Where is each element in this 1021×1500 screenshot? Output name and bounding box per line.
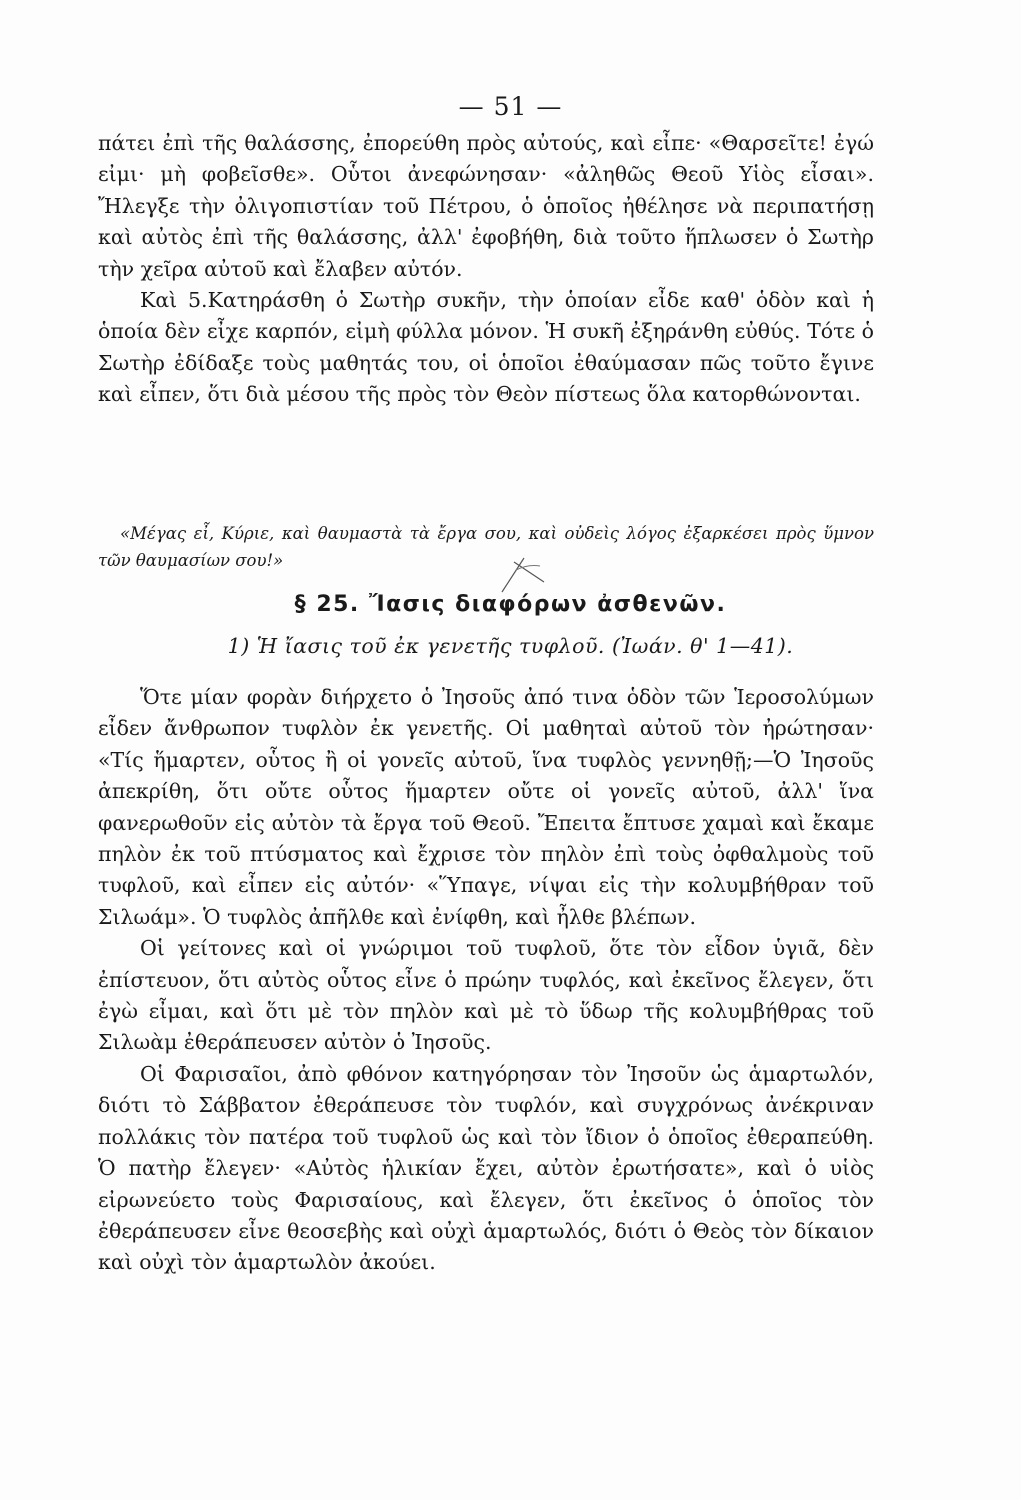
quote-hymn: «Μέγας εἶ, Κύριε, καὶ θαυμαστὰ τὰ ἔργα σου, καὶ οὐδεὶς λόγος ἐξαρκέσει πρὸς ὕμνον τῶν θαυμασίων σου!» xyxy=(98,524,874,570)
section-title: § 25. Ἴασις διαφόρων ἀσθενῶν. xyxy=(294,592,727,617)
subsection-heading: 1) Ἡ ἴασις τοῦ ἐκ γενετῆς τυφλοῦ. (Ἰωάν. θ' 1—41). xyxy=(227,634,794,658)
top-text-block xyxy=(98,128,874,411)
body-text-block xyxy=(98,682,874,1279)
paragraph-blind-man: Ὅτε μίαν φορὰν διήρχετο ὁ Ἰησοῦς ἀπό τινα ὁδὸν τῶν Ἱεροσολύμων εἶδεν ἄνθρωπον τυφλὸν ἐκ γενετῆς. Οἱ μαθηταὶ αὐτοῦ τὸν ἠρώτησαν· «Τίς ἥμαρτεν, οὗτος ἢ οἱ γονεῖς αὐτοῦ, ἵνα τυφλὸς γεννηθῇ;—Ὁ Ἰησοῦς ἀπεκρίθη, ὅτι οὔτε οὗτος ἥμαρτεν οὔτε οἱ γονεῖς αὐτοῦ, ἀλλ' ἵνα φανερωθοῦν εἰς αὐτὸν τὰ ἔργα τοῦ Θεοῦ. Ἔπειτα ἔπτυσε χαμαὶ καὶ ἔκαμε πηλὸν ἐκ τοῦ πτύσματος καὶ ἔχρισε τὸν πηλὸν ἐπὶ τοὺς ὀφθαλμοὺς τοῦ τυφλοῦ, καὶ εἶπεν εἰς αὐτόν· «Ὕπαγε, νίψαι εἰς τὴν κολυμβήθραν τοῦ Σιλωάμ». Ὁ τυφλὸς ἀπῆλθε καὶ ἐνίφθη, καὶ ἦλθε βλέπων. xyxy=(98,685,874,929)
paragraph-fig-tree: Καὶ 5.Κατηράσθη ὁ Σωτὴρ συκῆν, τὴν ὁποίαν εἶδε καθ' ὁδὸν καὶ ἡ ὁποία δὲν εἶχε καρπόν, εἰμὴ φύλλα μόνον. Ἡ συκῆ ἐξηράνθη εὐθύς. Τότε ὁ Σωτὴρ ἐδίδαξε τοὺς μαθητάς του, οἱ ὁποῖοι ἐθαύμασαν πῶς τοῦτο ἔγινε καὶ εἶπεν, ὅτι διὰ μέσου τῆς πρὸς τὸν Θεὸν πίστεως ὅλα κατορθώνονται. xyxy=(98,288,874,407)
paragraph-pharisees: Οἱ Φαρισαῖοι, ἀπὸ φθόνον κατηγόρησαν τὸν Ἰησοῦν ὡς ἁμαρτωλόν, διότι τὸ Σάββατον ἐθεράπευσε τὸν τυφλόν, καὶ συγχρόνως ἀνέκριναν πολλάκις τὸν πατέρα τοῦ τυφλοῦ ὡς καὶ τὸν ἴδιον ὁ ὁποῖος ἐθεραπεύθη. Ὁ πατὴρ ἔλεγεν· «Αὐτὸς ἡλικίαν ἔχει, αὐτὸν ἐρωτήσατε», καὶ ὁ υἱὸς εἰρωνεύετο τοὺς Φαρισαίους, καὶ ἔλεγεν, ὅτι ἐκεῖνος ὁ ὁποῖος τὸν ἐθεράπευσεν εἶνε θεοσεβὴς καὶ οὐχὶ ἁμαρτωλός, διότι ὁ Θεὸς τὸν δίκαιον καὶ οὐχὶ τὸν ἁμαρτωλὸν ἀκούει. xyxy=(98,1061,874,1275)
paragraph-continuation: πάτει ἐπὶ τῆς θαλάσσης, ἐπορεύθη πρὸς αὐτούς, καὶ εἶπε· «Θαρσεῖτε! ἐγώ εἰμι· μὴ φοβεῖσθε». Οὗτοι ἀνεφώνησαν· «ἀληθῶς Θεοῦ Υἱὸς εἶσαι». Ἤλεγξε τὴν ὀλιγοπιστίαν τοῦ Πέτρου, ὁ ὁποῖος ἠθέλησε νὰ περιπατήσῃ καὶ αὐτὸς ἐπὶ τῆς θαλάσσης, ἀλλ' ἐφοβήθη, διὰ τοῦτο ἥπλωσεν ὁ Σωτὴρ τὴν χεῖρα αὐτοῦ καὶ ἔλαβεν αὐτόν. xyxy=(98,131,874,281)
paragraph-neighbors: Οἱ γείτονες καὶ οἱ γνώριμοι τοῦ τυφλοῦ, ὅτε τὸν εἶδον ὑγιᾶ, δὲν ἐπίστευον, ὅτι αὐτὸς οὗτος εἶνε ὁ πρώην τυφλός, καὶ ἐκεῖνος ἔλεγεν, ὅτι ἐγὼ εἶμαι, καὶ ὅτι μὲ τὸν πηλὸν καὶ μὲ τὸ ὕδωρ τῆς κολυμβήθρας τοῦ Σιλωὰμ ἐθεράπευσεν αὐτὸν ὁ Ἰησοῦς. xyxy=(98,936,874,1055)
page-number: — 51 — xyxy=(458,92,563,121)
